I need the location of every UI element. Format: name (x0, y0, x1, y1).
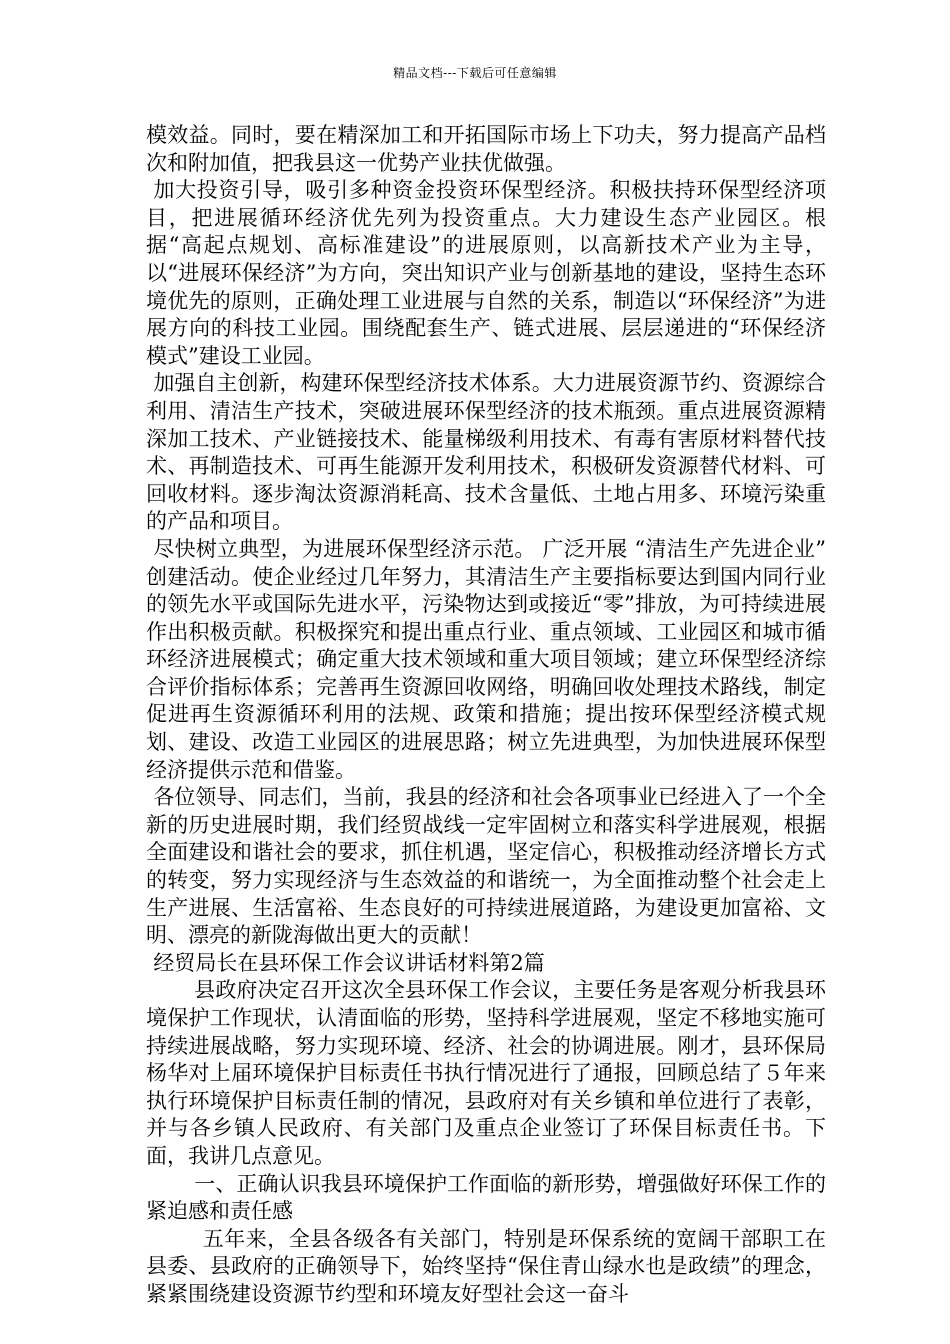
document-body (146, 122, 826, 1309)
section-title: 经贸局长在县环保工作会议讲话材料第2篇 (153, 950, 545, 975)
page-header: 精品文档---下载后可任意编辑 (393, 66, 557, 80)
paragraph-closing-remarks: 各位领导、同志们，当前，我县的经济和社会各项事业已经进入了一个全新的历史进展时期，我们经贸战线一定牢固树立和落实科学进展观，根据全面建设和谐社会的要求，抓住机遇，坚定信心，积极推动经济增长方式的转变，努力实现经济与生态效益的和谐统一，为全面推动整个社会走上生产进展、生活富裕、生态良好的可持续进展道路，为建设更加富裕、文明、漂亮的新陇海做出更大的贡献！ (146, 785, 826, 948)
paragraph-investment-guidance: 加大投资引导，吸引多种资金投资环保型经济。积极扶持环保型经济项目，把进展循环经济优先列为投资重点。大力建设生态产业园区。根据“高起点规划、高标准建设”的进展原则，以高新技术产业为主导，以“进展环保经济”为方向，突出知识产业与创新基地的建设，坚持生态环境优先的原则，正确处理工业进展与自然的关系，制造以“环保经济”为进展方向的科技工业园。围绕配套生产、链式进展、层层递进的“环保经济模式”建设工业园。 (146, 178, 826, 368)
paragraph-continuation: 模效益。同时，要在精深加工和开拓国际市场上下功夫，努力提高产品档次和附加值，把我县这一优势产业扶优做强。 (146, 123, 826, 175)
heading-section-one: 一、正确认识我县环境保护工作面临的新形势，增强做好环保工作的紧迫感和责任感 (146, 1171, 826, 1224)
paragraph-typical-demonstration: 尽快树立典型，为进展环保型经济示范。 广泛开展 “清洁生产先进企业” 创建活动。使企业经过几年努力，其清洁生产主要指标要达到国内同行业的领先水平或国际先进水平，污染物达到或接近“零”排放，为可持续进展作出积极贡献。积极探究和提出重点行业、重点领域、工业园区和城市循环经济进展模式；确定重大技术领域和重大项目领域；建立环保型经济综合评价指标体系；完善再生资源回收网络，明确回收处理技术路线，制定促进再生资源循环利用的法规、政策和措施；提出按环保型经济模式规划、建设、改造工业园区的进展思路；树立先进典型，为加快进展环保型经济提供示范和借鉴。 (146, 536, 826, 782)
paragraph-independent-innovation: 加强自主创新，构建环保型经济技术体系。大力进展资源节约、资源综合利用、清洁生产技术，突破进展环保型经济的技术瓶颈。重点进展资源精深加工技术、产业链接技术、能量梯级利用技术、有毒有害原材料替代技术、再制造技术、可再生能源开发利用技术，积极研发资源替代材料、可回收材料。逐步淘汰资源消耗高、技术含量低、土地占用多、环境污染重的产品和项目。 (146, 371, 826, 534)
paragraph-five-years: 五年来，全县各级各有关部门，特别是环保系统的宽阔干部职工在县委、县政府的正确领导下，始终坚持“保住青山绿水也是政绩”的理念，紧紧围绕建设资源节约型和环境友好型社会这一奋斗 (146, 1226, 826, 1306)
paragraph-meeting-intro: 县政府决定召开这次全县环保工作会议，主要任务是客观分析我县环境保护工作现状，认清面临的形势，坚持科学进展观，坚定不移地实施可持续进展战略，努力实现环境、经济、社会的协调进展。刚才，县环保局杨华对上届环境保护目标责任书执行情况进行了通报，回顾总结了５年来执行环境保护目标责任制的情况，县政府对有关乡镇和单位进行了表彰，并与各乡镇人民政府、有关部门及重点企业签订了环保目标责任书。下面，我讲几点意见。 (146, 978, 826, 1168)
